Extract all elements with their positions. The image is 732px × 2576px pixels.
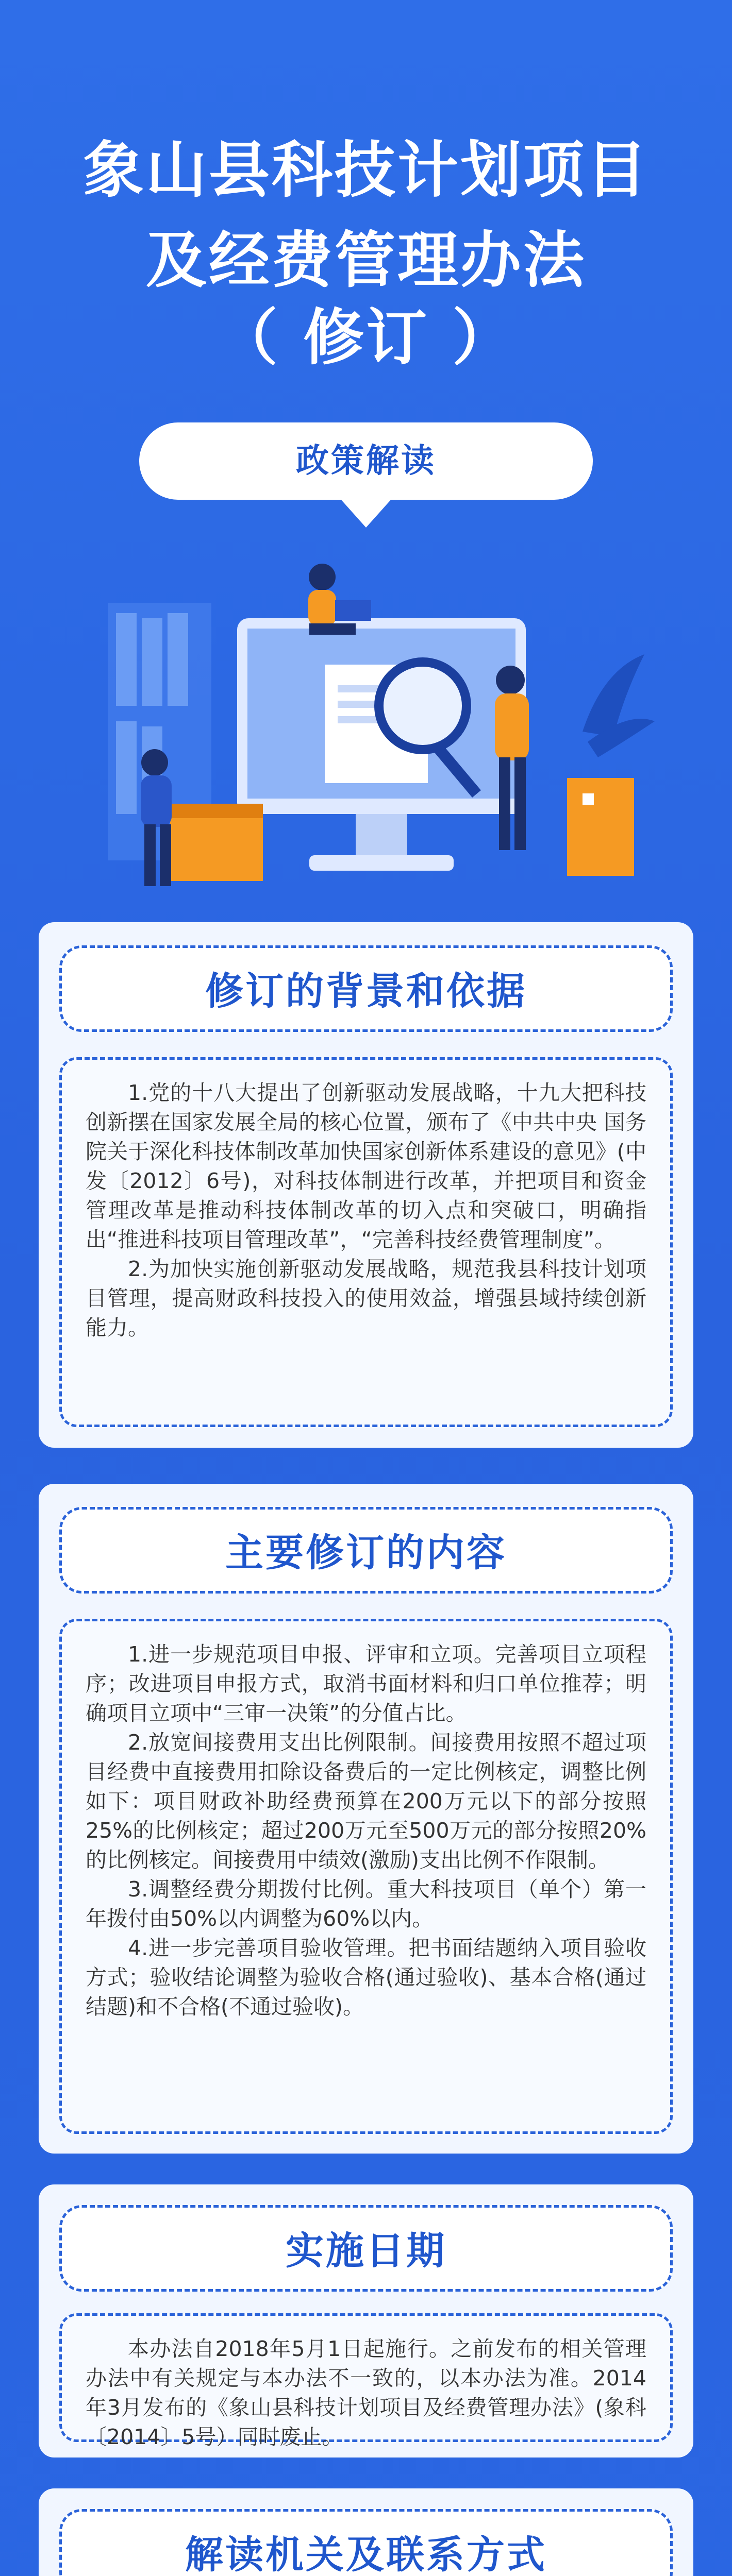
section-heading-contact: 解读机关及联系方式 [59,2509,673,2576]
paragraph: 1.党的十八大提出了创新驱动发展战略，十九大把科技创新摆在国家发展全局的核心位置，颁布了《中共中央 国务院关于深化科技体制改革加快国家创新体系建设的意见》(中发〔2012〕6号)，对科技体制进行改革，并把项目和资金管理改革是推动科技体制改革的切入点和突破口，明确指出“推进科技项目管理改革”，“完善科技经费管理制度”。 [86,1080,646,1252]
page-title-line2: 及经费管理办法 [145,225,586,296]
section-content [39,1484,693,2154]
page-title-line1: 象山县科技计划项目 [82,134,649,206]
policy-interpretation-label: 政策解读 [139,422,593,500]
section-date [39,2184,693,2458]
section-heading-content: 主要修订的内容 [59,1507,673,1594]
pill-pointer [340,499,392,528]
section-heading-date: 实施日期 [59,2205,673,2292]
paragraph: 2.放宽间接费用支出比例限制。间接费用按照不超过项目经费中直接费用扣除设备费后的一定比例核定，调整比例如下：项目财政补助经费预算在200万元以下的部分按照25%的比例核定；超过200万元至500万元的部分按照20%的比例核定。间接费用中绩效(激励)支出比例不作限制。 [86,1730,646,1872]
section-background [39,922,693,1448]
paragraph: 本办法自2018年5月1日起施行。之前发布的相关管理办法中有关规定与本办法不一致的，以本办法为准。2014年3月发布的《象山县科技计划项目及经费管理办法》(象科〔2014〕5号）同时废止。 [86,2336,646,2449]
paragraph: 2.为加快实施创新驱动发展战略，规范我县科技计划项目管理，提高财政科技投入的使用效益，增强县域持续创新能力。 [86,1257,646,1340]
section-heading-background: 修订的背景和依据 [59,945,673,1032]
office-workers-illustration [67,536,665,917]
paragraph: 1.进一步规范项目申报、评审和立项。完善项目立项程序；改进项目申报方式，取消书面材料和归口单位推荐；明确项目立项中“三审一决策”的分值占比。 [86,1642,646,1725]
paragraph: 3.调整经费分期拨付比例。重大科技项目（单个）第一年拨付由50%以内调整为60%以内。 [86,1877,646,1931]
section-body-background [59,1057,673,1427]
section-body-date [59,2313,673,2449]
paragraph: 4.进一步完善项目验收管理。把书面结题纳入项目验收方式；验收结论调整为验收合格(通过验收)、基本合格(通过结题)和不合格(不通过验收)。 [86,1936,646,2019]
section-body-content [59,1619,673,2134]
section-contact [39,2488,693,2576]
page-title-line3: （ 修订 ） [217,302,515,373]
